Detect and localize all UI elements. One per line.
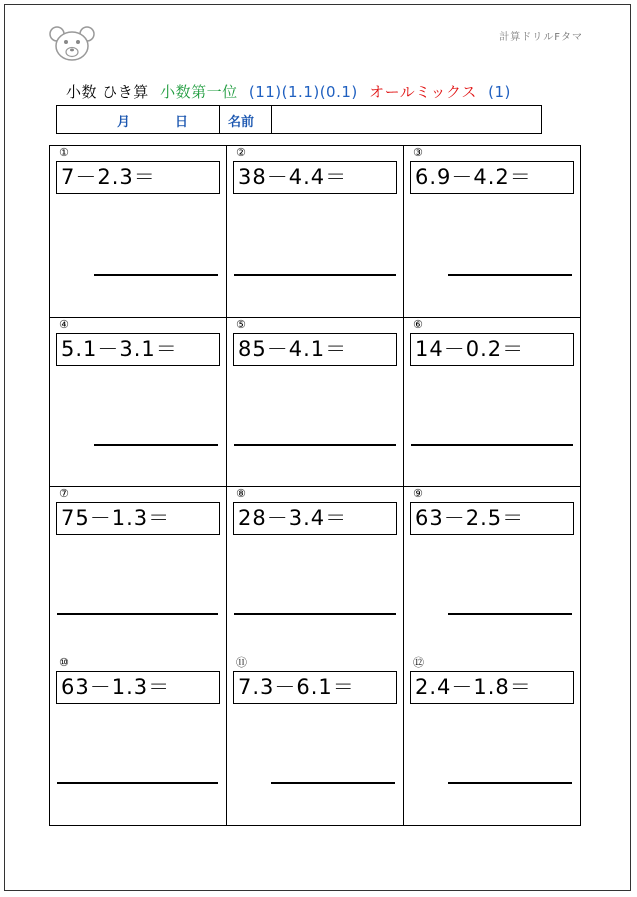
problem-number: ⑤	[236, 318, 246, 331]
problem-number: ③	[413, 146, 423, 159]
problem-cell	[227, 656, 403, 825]
answer-line[interactable]	[448, 613, 572, 615]
problem-cell	[404, 146, 580, 317]
problem-expression: 5.1－3.1＝	[56, 333, 220, 366]
problem-cell	[404, 318, 580, 486]
problem-number: ①	[59, 146, 69, 159]
problem-expression: 7－2.3＝	[56, 161, 220, 194]
problem-number: ⑪	[236, 656, 247, 669]
problem-cell	[227, 146, 403, 317]
name-label: 名前	[228, 115, 255, 130]
day-label: 日	[175, 115, 189, 130]
problem-expression: 7.3－6.1＝	[233, 671, 397, 704]
problem-cell	[227, 318, 403, 486]
problem-cell	[50, 487, 226, 655]
problem-number: ⑥	[413, 318, 423, 331]
problem-cell	[404, 656, 580, 825]
site-name: 計算ドリルFタマ	[499, 32, 583, 43]
answer-line[interactable]	[448, 274, 572, 276]
answer-line[interactable]	[234, 444, 396, 446]
answer-line[interactable]	[448, 782, 572, 784]
date-field[interactable]	[57, 106, 220, 133]
problem-number: ④	[59, 318, 69, 331]
problem-cell	[50, 146, 226, 317]
problem-number: ②	[236, 146, 246, 159]
answer-line[interactable]	[271, 782, 395, 784]
title-part-operation: 小数 ひき算	[66, 83, 149, 101]
problem-expression: 38－4.4＝	[233, 161, 397, 194]
problem-grid	[49, 145, 581, 826]
answer-line[interactable]	[57, 613, 218, 615]
problem-expression: 2.4－1.8＝	[410, 671, 574, 704]
answer-line[interactable]	[94, 444, 218, 446]
answer-line[interactable]	[411, 444, 573, 446]
problem-expression: 6.9－4.2＝	[410, 161, 574, 194]
problem-expression: 63－1.3＝	[56, 671, 220, 704]
problem-expression: 63－2.5＝	[410, 502, 574, 535]
name-field[interactable]	[271, 106, 541, 133]
problem-number: ⑫	[413, 656, 424, 669]
name-label-cell	[219, 106, 272, 133]
month-label: 月	[117, 115, 131, 130]
problem-cell	[50, 656, 226, 825]
problem-expression: 75－1.3＝	[56, 502, 220, 535]
problem-number: ⑨	[413, 487, 423, 500]
problem-number: ⑩	[59, 656, 69, 669]
bear-logo-icon	[48, 24, 96, 64]
problem-expression: 85－4.1＝	[233, 333, 397, 366]
problem-number: ⑦	[59, 487, 69, 500]
problem-cell	[50, 318, 226, 486]
answer-line[interactable]	[234, 613, 396, 615]
answer-line[interactable]	[57, 782, 218, 784]
problem-number: ⑧	[236, 487, 246, 500]
page-title	[66, 81, 517, 102]
title-part-types: (11)(1.1)(0.1)	[248, 83, 358, 101]
problem-cell	[227, 487, 403, 655]
title-part-decimal: 小数第一位	[160, 83, 238, 101]
answer-line[interactable]	[234, 274, 396, 276]
title-part-set: (1)	[488, 83, 511, 101]
problem-expression: 28－3.4＝	[233, 502, 397, 535]
name-box	[56, 105, 542, 134]
problem-cell	[404, 487, 580, 655]
answer-line[interactable]	[94, 274, 218, 276]
problem-expression: 14－0.2＝	[410, 333, 574, 366]
title-part-mix: オールミックス	[369, 83, 477, 101]
